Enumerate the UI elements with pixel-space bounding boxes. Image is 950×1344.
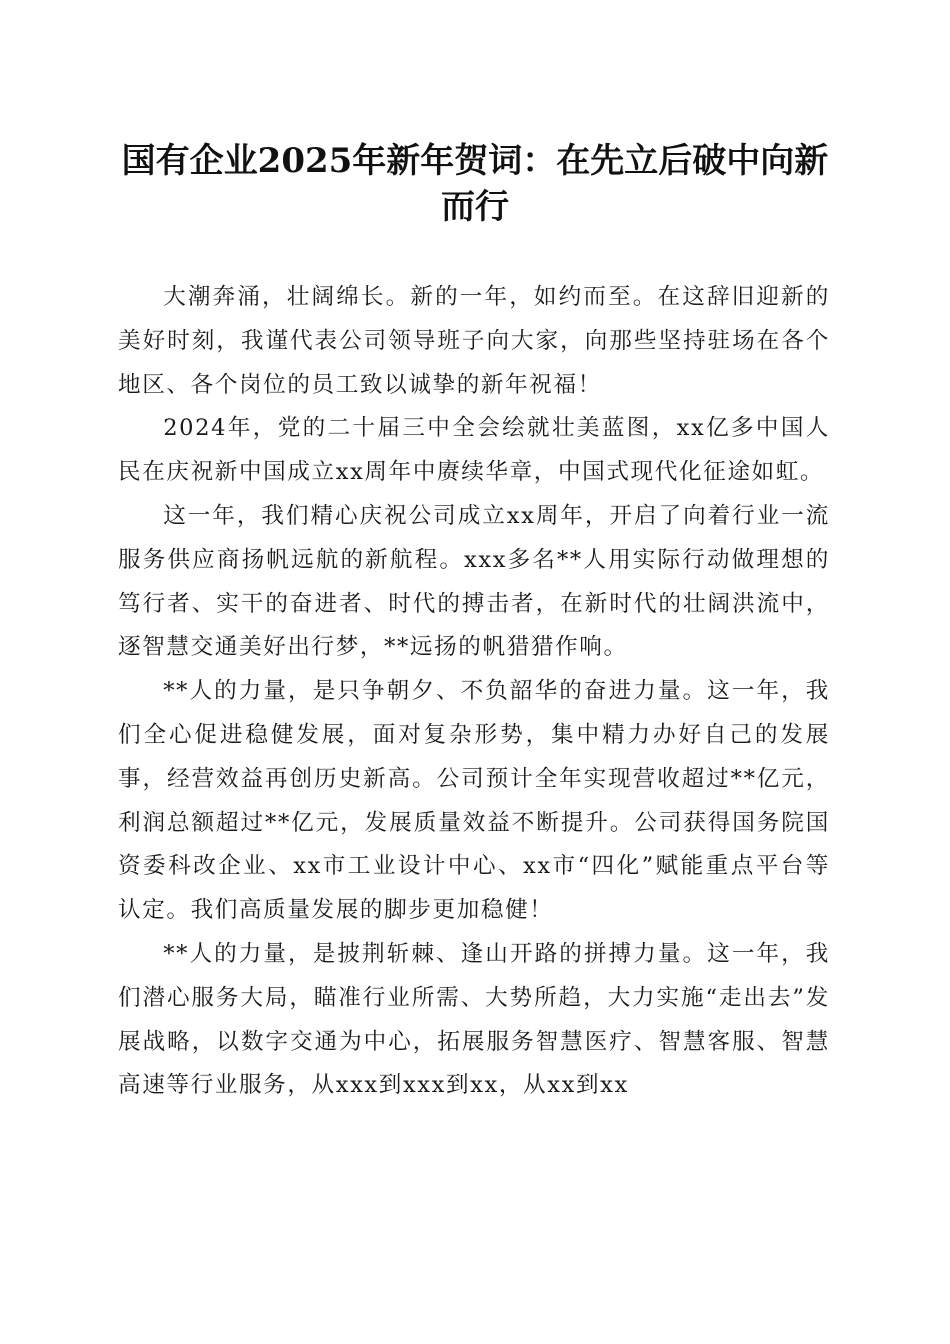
paragraph: 2024年，党的二十届三中全会绘就壮美蓝图，xx亿多中国人民在庆祝新中国成立xx周年中赓续华章，中国式现代化征途如虹。	[118, 415, 830, 486]
paragraph: 这一年，我们精心庆祝公司成立xx周年，开启了向着行业一流服务供应商扬帆远航的新航程。xxx多名**人用实际行动做理想的笃行者、实干的奋进者、时代的搏击者，在新时代的壮阔洪流中，逐智慧交通美好出行梦，**远扬的帆猎猎作响。	[118, 502, 830, 661]
document-title: 国有企业2025年新年贺词：在先立后破中向新而行	[121, 141, 829, 227]
paragraph: **人的力量，是披荆斩棘、逢山开路的拼搏力量。这一年，我们潜心服务大局，瞄准行业所需、大势所趋，大力实施“走出去”发展战略，以数字交通为中心，拓展服务智慧医疗、智慧客服、智慧高速等行业服务，从xxx到xxx到xx，从xx到xx	[118, 940, 830, 1099]
paragraph: **人的力量，是只争朝夕、不负韶华的奋进力量。这一年，我们全心促进稳健发展，面对复杂形势，集中精力办好自己的发展事，经营效益再创历史新高。公司预计全年实现营收超过**亿元，利润总额超过**亿元，发展质量效益不断提升。公司获得国务院国资委科改企业、xx市工业设计中心、xx市“四化”赋能重点平台等认定。我们高质量发展的脚步更加稳健！	[118, 678, 830, 924]
document-body	[118, 276, 830, 1108]
paragraph: 大潮奔涌，壮阔绵长。新的一年，如约而至。在这辞旧迎新的美好时刻，我谨代表公司领导班子向大家，向那些坚持驻场在各个地区、各个岗位的员工致以诚挚的新年祝福！	[118, 284, 830, 398]
